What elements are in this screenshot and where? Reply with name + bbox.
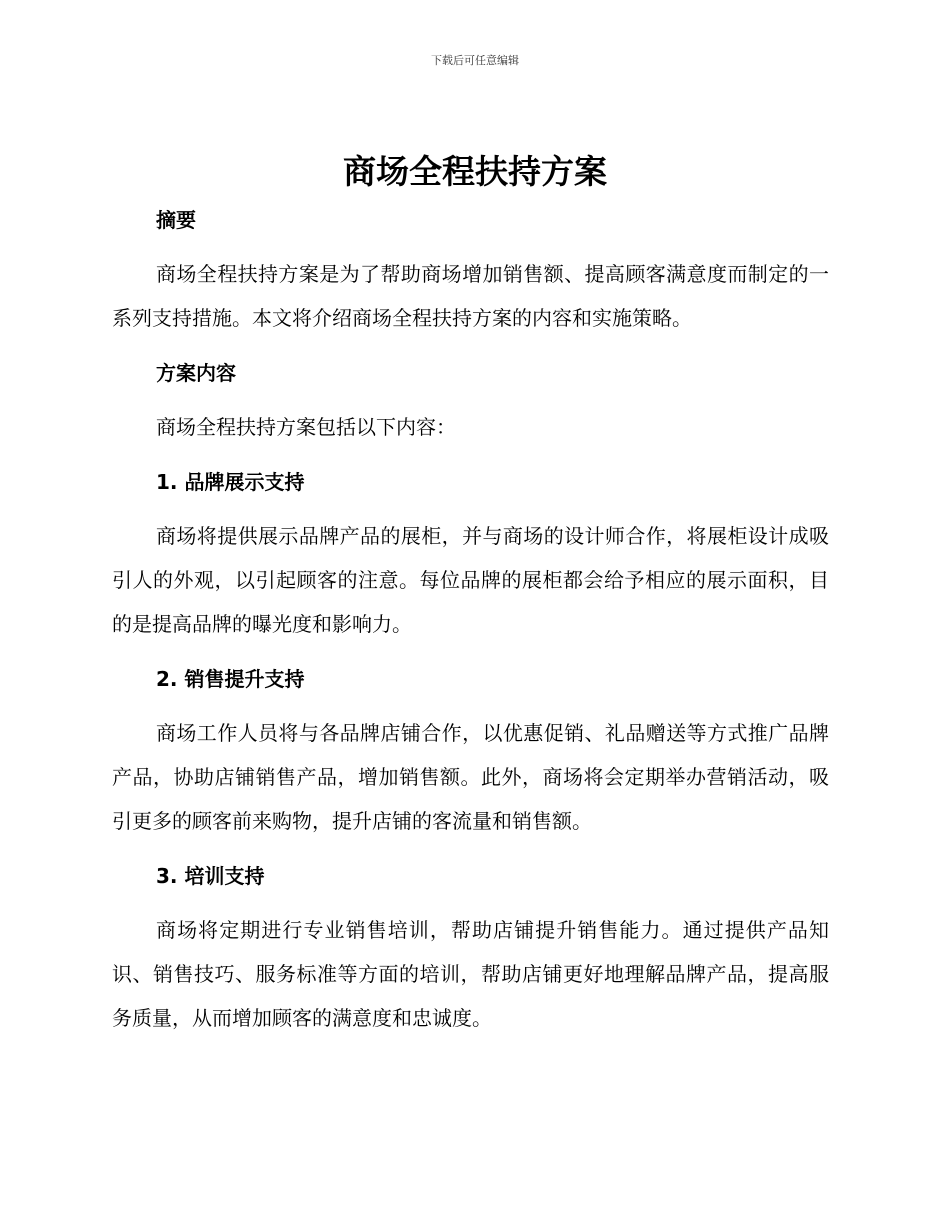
section-paragraph-abstract: 商场全程扶持方案是为了帮助商场增加销售额、提高顾客满意度而制定的一系列支持措施。本文将介绍商场全程扶持方案的内容和实施策略。: [112, 262, 829, 330]
section-paragraph-training: 商场将定期进行专业销售培训，帮助店铺提升销售能力。通过提供产品知识、销售技巧、服务标准等方面的培训，帮助店铺更好地理解品牌产品，提高服务质量，从而增加顾客的满意度和忠诚度。: [112, 918, 829, 1030]
section-heading-sales-boost: 2. 销售提升支持: [156, 667, 305, 691]
section-paragraph-sales-boost: 商场工作人员将与各品牌店铺合作，以优惠促销、礼品赠送等方式推广品牌产品，协助店铺销售产品，增加销售额。此外，商场将会定期举办营销活动，吸引更多的顾客前来购物，提升店铺的客流量和销售额。: [112, 721, 829, 833]
section-heading-training: 3. 培训支持: [156, 864, 265, 888]
section-heading-brand-display: 1. 品牌展示支持: [156, 470, 305, 494]
section-paragraph-content: 商场全程扶持方案包括以下内容：: [156, 415, 456, 439]
section-paragraph-brand-display: 商场将提供展示品牌产品的展柜，并与商场的设计师合作，将展柜设计成吸引人的外观，以引起顾客的注意。每位品牌的展柜都会给予相应的展示面积，目的是提高品牌的曝光度和影响力。: [112, 524, 829, 636]
document-body: [112, 198, 829, 1040]
document-title: 商场全程扶持方案: [343, 152, 607, 191]
header-note: 下载后可任意编辑: [431, 54, 519, 67]
section-heading-content: 方案内容: [156, 361, 236, 385]
section-heading-abstract: 摘要: [156, 208, 196, 232]
